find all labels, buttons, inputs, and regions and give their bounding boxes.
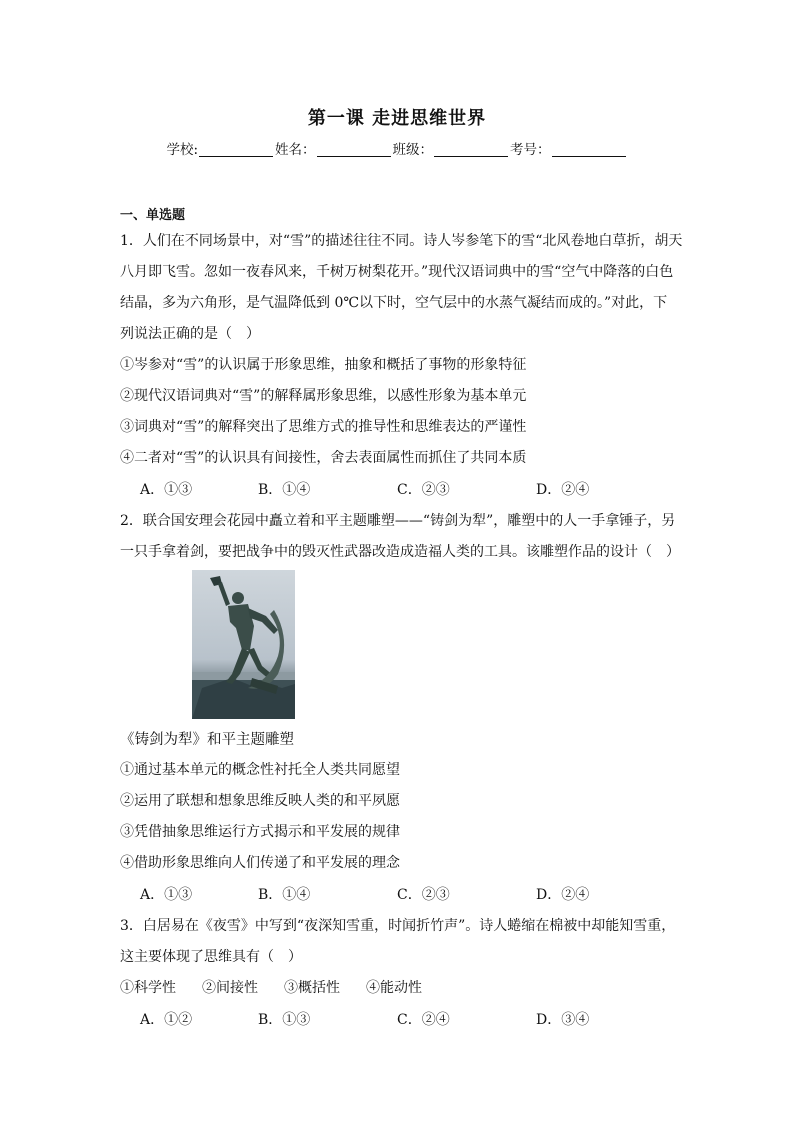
q2-option-b[interactable]: B．①④ xyxy=(258,887,311,903)
q3-statement: ③概括性 xyxy=(284,980,340,996)
q1-option-b[interactable]: B．①④ xyxy=(258,482,311,498)
q2-stem-line: 一只手拿着剑，要把战争中的毁灭性武器改造成造福人类的工具。该雕塑作品的设计（ ） xyxy=(120,544,680,560)
sculpture-figure-icon xyxy=(192,570,295,719)
school-label: 学校: xyxy=(166,142,199,158)
number-label: 考号： xyxy=(510,142,551,158)
q2-statement: ①通过基本单元的概念性衬托全人类共同愿望 xyxy=(120,762,400,778)
q3-option-c[interactable]: C．②④ xyxy=(397,1012,450,1028)
class-blank[interactable] xyxy=(434,142,508,157)
q1-stem-line: 1．人们在不同场景中，对“雪”的描述往往不同。诗人岑参笔下的雪“北风卷地白草折，胡天 xyxy=(120,233,683,249)
name-blank[interactable] xyxy=(317,142,391,157)
q1-stem-line: 结晶，多为六角形，是气温降低到 0℃以下时，空气层中的水蒸气凝结而成的。”对此，下 xyxy=(120,295,668,311)
q1-statement: ②现代汉语词典对“雪”的解释属形象思维，以感性形象为基本单元 xyxy=(120,388,527,404)
q1-stem-line: 列说法正确的是（ ） xyxy=(120,326,260,342)
q3-statement: ④能动性 xyxy=(366,980,422,996)
q2-option-c[interactable]: C．②③ xyxy=(397,887,450,903)
q1-option-c[interactable]: C．②③ xyxy=(397,482,450,498)
class-label: 班级： xyxy=(392,142,434,158)
q3-stem-line: 3．白居易在《夜雪》中写到“夜深知雪重，时闻折竹声”。诗人蜷缩在棉被中却能知雪重， xyxy=(120,918,676,934)
q3-stem-line: 这主要体现了思维具有（ ） xyxy=(120,949,302,965)
q3-option-d[interactable]: D．③④ xyxy=(536,1012,590,1028)
q2-statement: ④借助形象思维向人们传递了和平发展的理念 xyxy=(120,855,400,871)
q2-option-a[interactable]: A．①③ xyxy=(140,887,193,903)
section-heading: 一、单选题 xyxy=(120,208,186,223)
q1-statement: ①岑参对“雪”的认识属于形象思维，抽象和概括了事物的形象特征 xyxy=(120,357,527,373)
student-info-line xyxy=(0,138,794,158)
q1-statement: ④二者对“雪”的认识具有间接性，舍去表面属性而抓住了共同本质 xyxy=(120,450,527,466)
q2-option-d[interactable]: D．②④ xyxy=(536,887,590,903)
q1-stem-line: 八月即飞雪。忽如一夜春风来，千树万树梨花开。”现代汉语词典中的雪“空气中降落的白色 xyxy=(120,264,674,280)
q3-statement: ①科学性 xyxy=(120,980,176,996)
page-title: 第一课 走进思维世界 xyxy=(307,108,487,129)
school-blank[interactable] xyxy=(199,142,273,157)
q3-statement: ②间接性 xyxy=(202,980,258,996)
q2-stem-line: 2．联合国安理会花园中矗立着和平主题雕塑——“铸剑为犁”，雕塑中的人一手拿锤子，另 xyxy=(120,513,676,529)
q2-statement: ③凭借抽象思维运行方式揭示和平发展的规律 xyxy=(120,824,400,840)
q2-statement: ②运用了联想和想象思维反映人类的和平夙愿 xyxy=(120,793,400,809)
q1-statement: ③词典对“雪”的解释突出了思维方式的推导性和思维表达的严谨性 xyxy=(120,419,527,435)
sculpture-caption: 《铸剑为犁》和平主题雕塑 xyxy=(120,732,294,748)
sculpture-photo xyxy=(192,570,295,719)
q1-option-d[interactable]: D．②④ xyxy=(536,482,590,498)
number-blank[interactable] xyxy=(552,142,626,157)
q1-option-a[interactable]: A．①③ xyxy=(140,482,193,498)
q3-statements xyxy=(120,977,448,997)
name-label: 姓名： xyxy=(275,142,316,158)
q3-option-a[interactable]: A．①② xyxy=(140,1012,193,1028)
q3-option-b[interactable]: B．①③ xyxy=(258,1012,311,1028)
